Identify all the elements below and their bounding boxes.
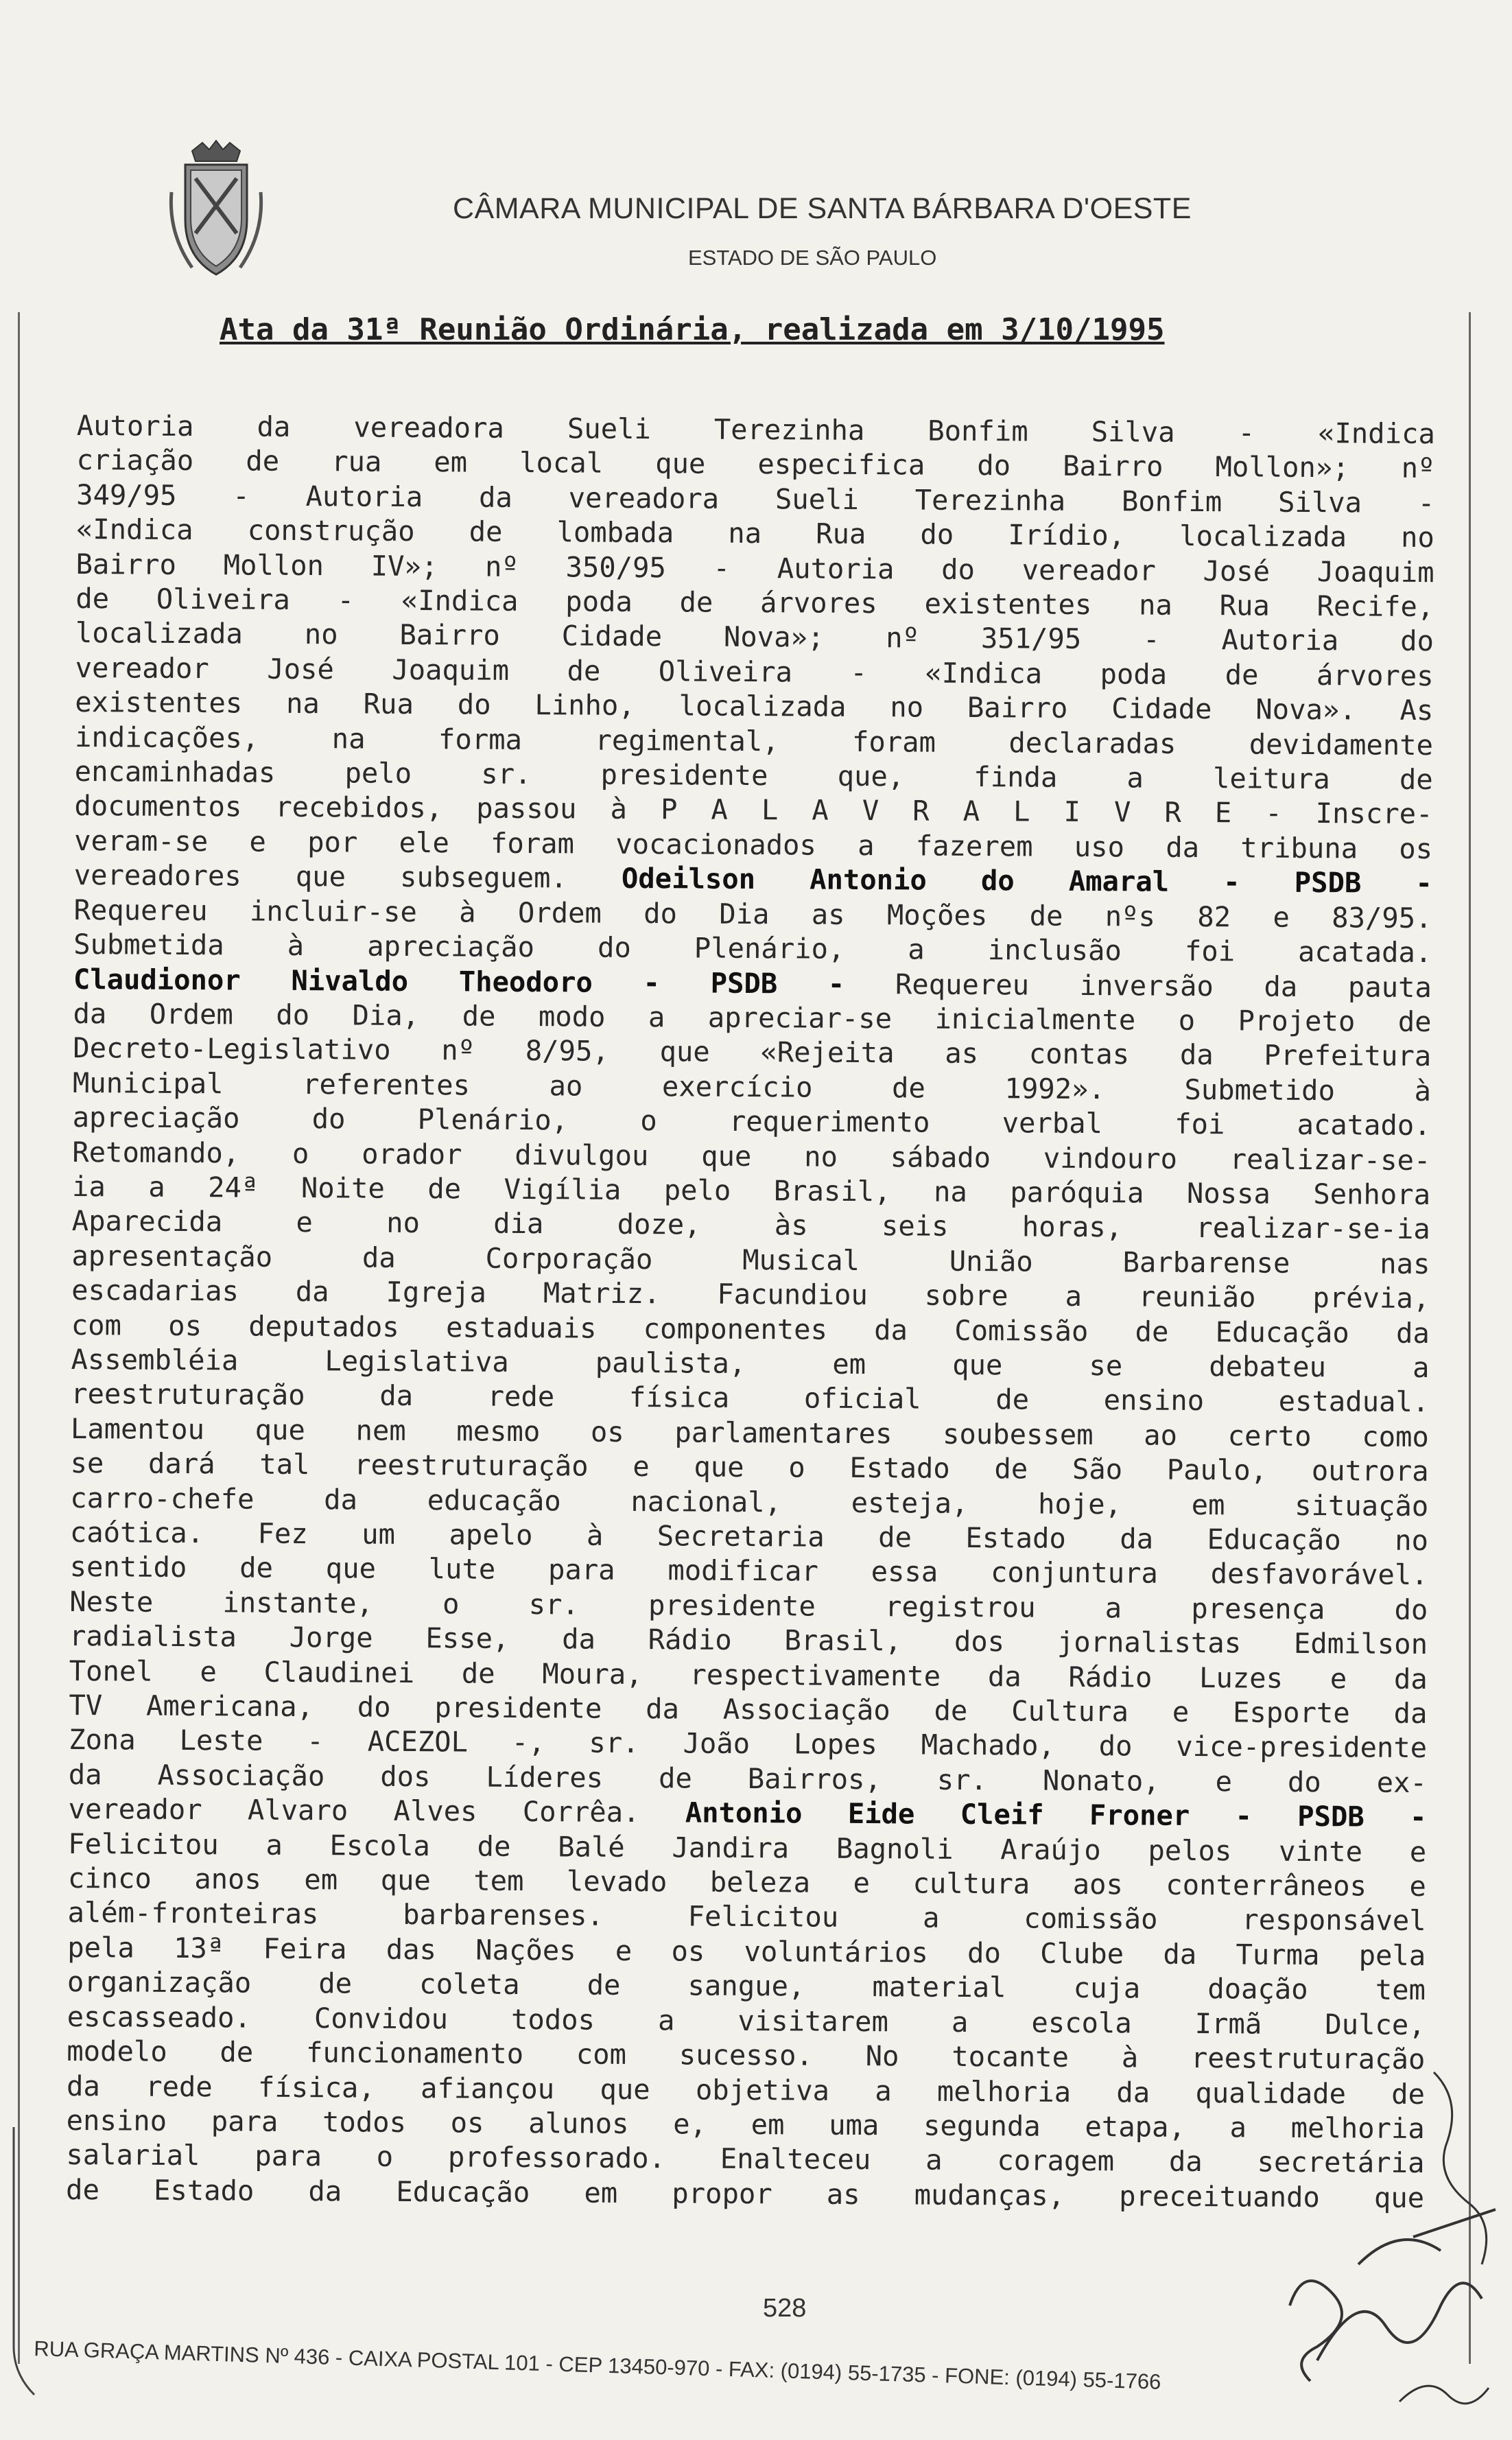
address-footer: RUA GRAÇA MARTINS Nº 436 - CAIXA POSTAL 101 - CEP 13450-970 - FAX: (0194) 55-1735 - FONE: (0194) 55-1766 [33, 2336, 1161, 2394]
text-line: «Indica construção de lombada na Rua do Irídio, localizada no [75, 513, 1435, 554]
text-line: radialista Jorge Esse, da Rádio Brasil, dos jornalistas Edmilson [69, 1619, 1428, 1661]
speaker-claudionor: Claudionor Nivaldo Theodoro - PSDB - [73, 962, 845, 1000]
text-line: Bairro Mollon IV»; nº 350/95 - Autoria do vereador José Joaquim [75, 547, 1434, 589]
text-line: Felicitou a Escola de Balé Jandira Bagnoli Araújo pelos vinte e [68, 1827, 1427, 1868]
text-line: Zona Leste - ACEZOL -, sr. João Lopes Machado, do vice-presidente [69, 1723, 1428, 1765]
text-line: com os deputados estaduais componentes da Comissão de Educação da [71, 1308, 1430, 1350]
minutes-body [66, 408, 1435, 2215]
text-line: da Associação dos Líderes de Bairros, sr. Nonato, e do ex- [68, 1757, 1427, 1799]
text-line: Submetida à apreciação do Plenário, a inclusão foi acatada. [73, 928, 1432, 970]
margin-bracket-mark [0, 2127, 41, 2402]
text-line: de Estado da Educação em propor as mudanças, preceituando que [65, 2172, 1425, 2214]
text-line: de Oliveira - «Indica poda de árvores existentes na Rua Recife, [75, 582, 1434, 624]
text-line: se dará tal reestruturação e que o Estado de São Paulo, outrora [70, 1446, 1429, 1488]
text-line: TV Americana, do presidente da Associação de Cultura e Esporte da [69, 1688, 1428, 1731]
text-line: organização de coleta de sangue, material cuja doação tem [67, 1965, 1426, 2007]
text-line: Autoria da vereadora Sueli Terezinha Bonfim Silva - «Indica [76, 409, 1435, 451]
text-line: documentos recebidos, passou à P A L A V R A L I V R E - Inscre- [74, 789, 1433, 831]
document-title: Ata da 31ª Reunião Ordinária, realizada em 3/10/1995 [220, 312, 1165, 347]
text-line: Neste instante, o sr. presidente registrou a presença do [69, 1584, 1428, 1626]
text-fragment: Requereu inversão da pauta [844, 967, 1432, 1004]
speaker-odeilson: Odeilson Antonio do Amaral - PSDB - [621, 862, 1432, 900]
text-line: Assembléia Legislativa paulista, em que se debateu a [71, 1342, 1430, 1385]
text-line: 349/95 - Autoria da vereadora Sueli Terezinha Bonfim Silva - [76, 478, 1435, 519]
text-line: reestruturação da rede física oficial de ensino estadual. [71, 1377, 1430, 1419]
text-line: apresentação da Corporação Musical União Barbarense nas [71, 1239, 1430, 1280]
text-line: Decreto-Legislativo nº 8/95, que «Rejeita as contas da Prefeitura [73, 1031, 1432, 1073]
text-line: existentes na Rua do Linho, localizada no Bairro Cidade Nova». As [75, 685, 1434, 727]
page-number: 528 [763, 2294, 807, 2323]
text-line: Municipal referentes ao exercício de 1992». Submetido à [72, 1066, 1432, 1107]
text-line: pela 13ª Feira das Nações e os voluntários do Clube da Turma pela [67, 1930, 1426, 1972]
text-line: caótica. Fez um apelo à Secretaria de Estado da Educação no [69, 1515, 1429, 1558]
text-line: Aparecida e no dia doze, às seis horas, realizar-se-ia [71, 1204, 1430, 1246]
text-line: escasseado. Convidou todos a visitarem a escola Irmã Dulce, [67, 1999, 1426, 2041]
text-line: Requereu incluir-se à Ordem do Dia as Moções de nºs 82 e 83/95. [73, 893, 1432, 935]
text-line: veram-se e por ele foram vocacionados a fazerem uso da tribuna os [74, 823, 1433, 865]
text-line: Tonel e Claudinei de Moura, respectivamente da Rádio Luzes e da [69, 1654, 1428, 1696]
text-line: localizada no Bairro Cidade Nova»; nº 351/95 - Autoria do [75, 616, 1434, 658]
text-line: Retomando, o orador divulgou que no sábado vindouro realizar-se- [72, 1135, 1431, 1177]
text-line: sentido de que lute para modificar essa conjuntura desfavorável. [69, 1550, 1428, 1592]
text-line: Lamentou que nem mesmo os parlamentares soubessem ao certo como [70, 1411, 1430, 1453]
text-line: vereador José Joaquim de Oliveira - «Indica poda de árvores [75, 650, 1434, 692]
text-line: além-fronteiras barbarenses. Felicitou a comissão responsável [67, 1896, 1426, 1938]
text-line: encaminhadas pelo sr. presidente que, finda a leitura de [74, 755, 1433, 797]
text-line: ensino para todos os alunos e, em uma segunda etapa, a melhoria [66, 2103, 1425, 2145]
text-line: cinco anos em que tem levado beleza e cultura aos conterrâneos e [67, 1862, 1427, 1903]
text-line: da Ordem do Dia, de modo a apreciar-se inicialmente o Projeto de [73, 996, 1432, 1038]
text-line: indicações, na forma regimental, foram declaradas devidamente [74, 720, 1434, 762]
state-subtitle: ESTADO DE SÃO PAULO [688, 246, 937, 270]
text-line: modelo de funcionamento com sucesso. No tocante à reestruturação [67, 2034, 1426, 2076]
speaker-antonio: Antonio Eide Cleif Froner - PSDB - [685, 1796, 1427, 1834]
text-line: salarial para o professorado. Enalteceu a coragem da secretária [66, 2138, 1425, 2180]
text-line: da rede física, afiançou que objetiva a melhoria da qualidade de [66, 2069, 1426, 2111]
text-fragment: vereador Alvaro Alves Corrêa. [68, 1792, 685, 1829]
text-fragment: vereadores que subseguem. [73, 858, 622, 895]
text-line: apreciação do Plenário, o requerimento verbal foi acatado. [72, 1101, 1431, 1142]
coat-of-arms-icon [165, 137, 268, 281]
handwritten-signature-icon [1276, 2058, 1512, 2440]
institution-title: CÂMARA MUNICIPAL DE SANTA BÁRBARA D'OESTE [453, 192, 1192, 225]
text-line: escadarias da Igreja Matriz. Facundiou sobre a reunião prévia, [71, 1274, 1430, 1315]
text-line: criação de rua em local que especifica do Bairro Mollon»; nº [76, 443, 1435, 485]
text-line: carro-chefe da educação nacional, esteja, hoje, em situação [70, 1481, 1429, 1523]
text-line: ia a 24ª Noite de Vigília pelo Brasil, na paróquia Nossa Senhora [71, 1169, 1431, 1212]
